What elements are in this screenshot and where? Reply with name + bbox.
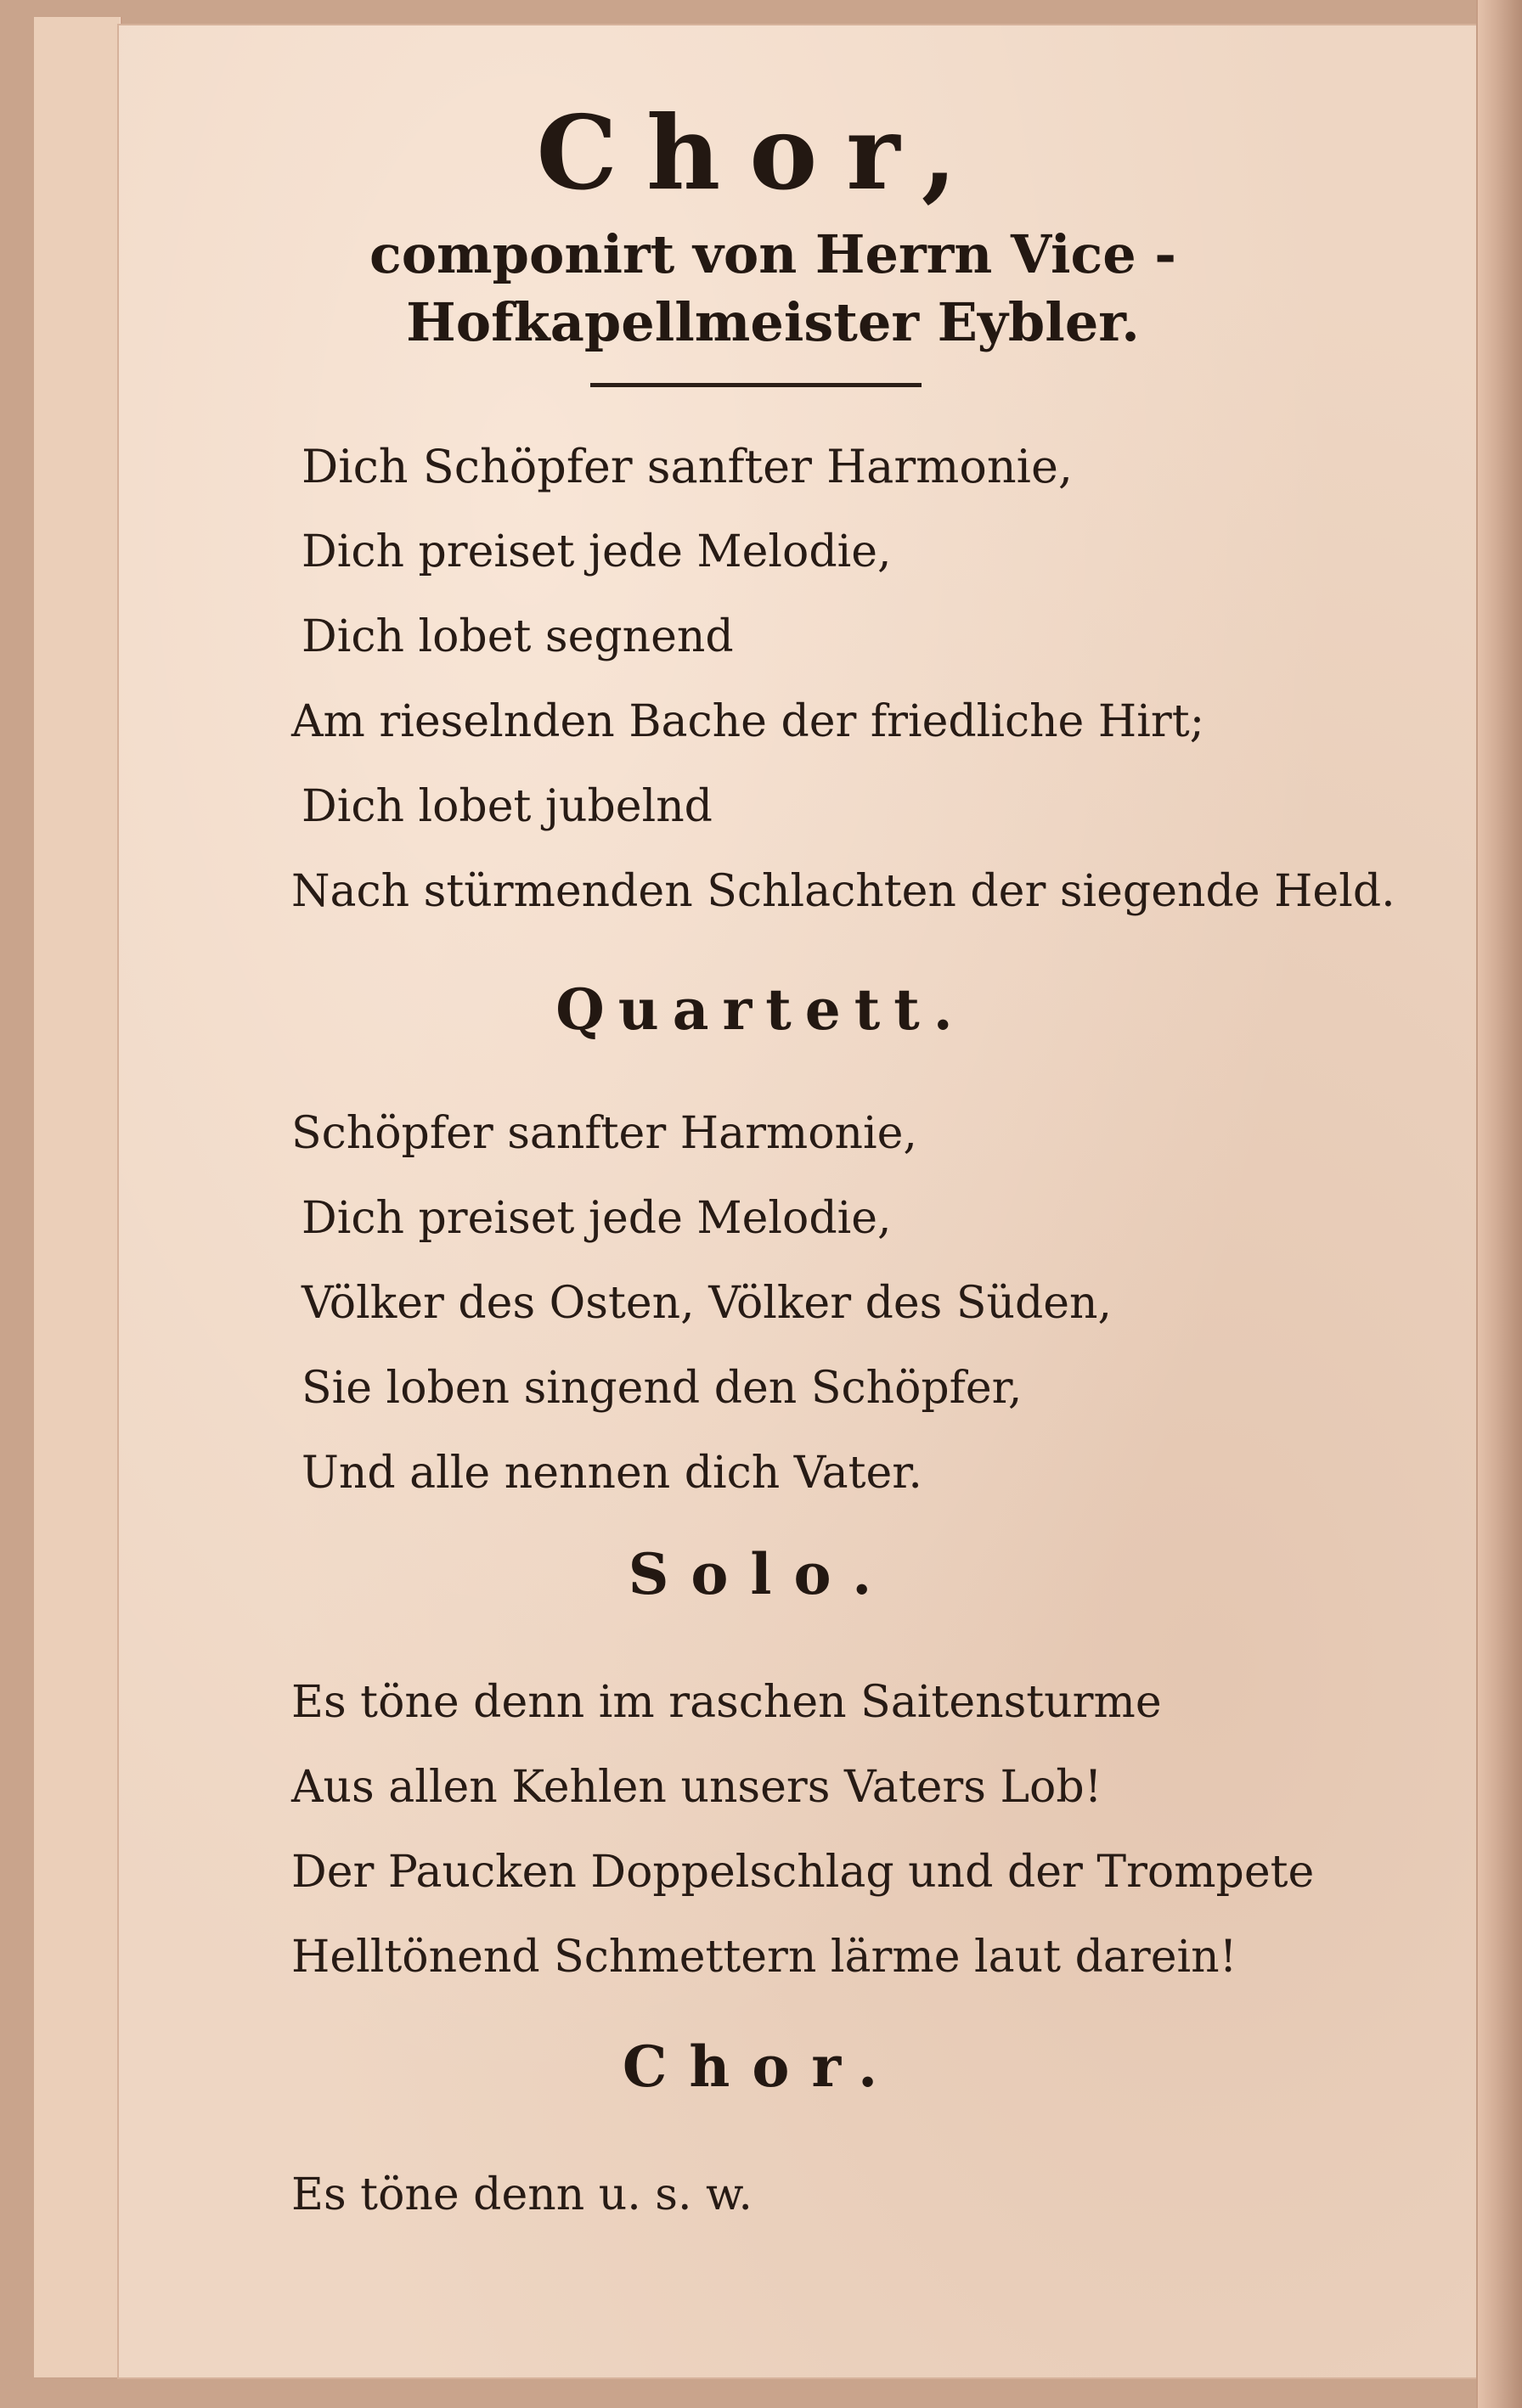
verse-line: Am rieselnden Bache der friedliche Hirt; bbox=[291, 696, 1205, 747]
solo-verse bbox=[291, 1660, 1315, 2000]
section-heading-solo: Solo. bbox=[628, 1541, 894, 1607]
verse-line: Helltönend Schmettern lärme laut darein! bbox=[291, 1932, 1237, 1983]
verse-line: Sie loben singend den Schöpfer, bbox=[302, 1363, 1023, 1414]
chor-verse bbox=[291, 425, 1395, 934]
page-subtitle: componirt von Herrn Vice - Hofkapellmeister Eybler. bbox=[369, 223, 1177, 353]
verse-line: Völker des Osten, Völker des Süden, bbox=[302, 1278, 1113, 1329]
verse-line: Nach stürmenden Schlachten der siegende Held. bbox=[291, 866, 1395, 917]
chor-closing-verse bbox=[291, 2152, 753, 2237]
page-title: Chor, bbox=[536, 93, 986, 213]
verse-line: Dich preiset jede Melodie, bbox=[302, 1193, 892, 1244]
verse-line: Und alle nennen dich Vater. bbox=[302, 1448, 922, 1499]
quartett-verse bbox=[291, 1091, 1113, 1516]
verse-line: Dich lobet segnend bbox=[302, 611, 734, 662]
verse-line: Dich preiset jede Melodie, bbox=[302, 526, 892, 577]
verse-line: Der Paucken Doppelschlag und der Trompete bbox=[291, 1847, 1315, 1898]
verse-line: Es töne denn im raschen Saitensturme bbox=[291, 1677, 1162, 1728]
divider-rule bbox=[590, 383, 922, 387]
verse-line: Schöpfer sanfter Harmonie, bbox=[291, 1108, 917, 1159]
section-heading-chor: Chor. bbox=[622, 2034, 900, 2100]
verse-line: Dich Schöpfer sanfter Harmonie, bbox=[302, 440, 1074, 493]
verse-line: Es töne denn u. s. w. bbox=[291, 2169, 753, 2220]
verse-line: Aus allen Kehlen unsers Vaters Lob! bbox=[291, 1762, 1102, 1813]
verse-line: Dich lobet jubelnd bbox=[302, 781, 713, 832]
section-heading-quartett: Quartett. bbox=[555, 976, 967, 1043]
